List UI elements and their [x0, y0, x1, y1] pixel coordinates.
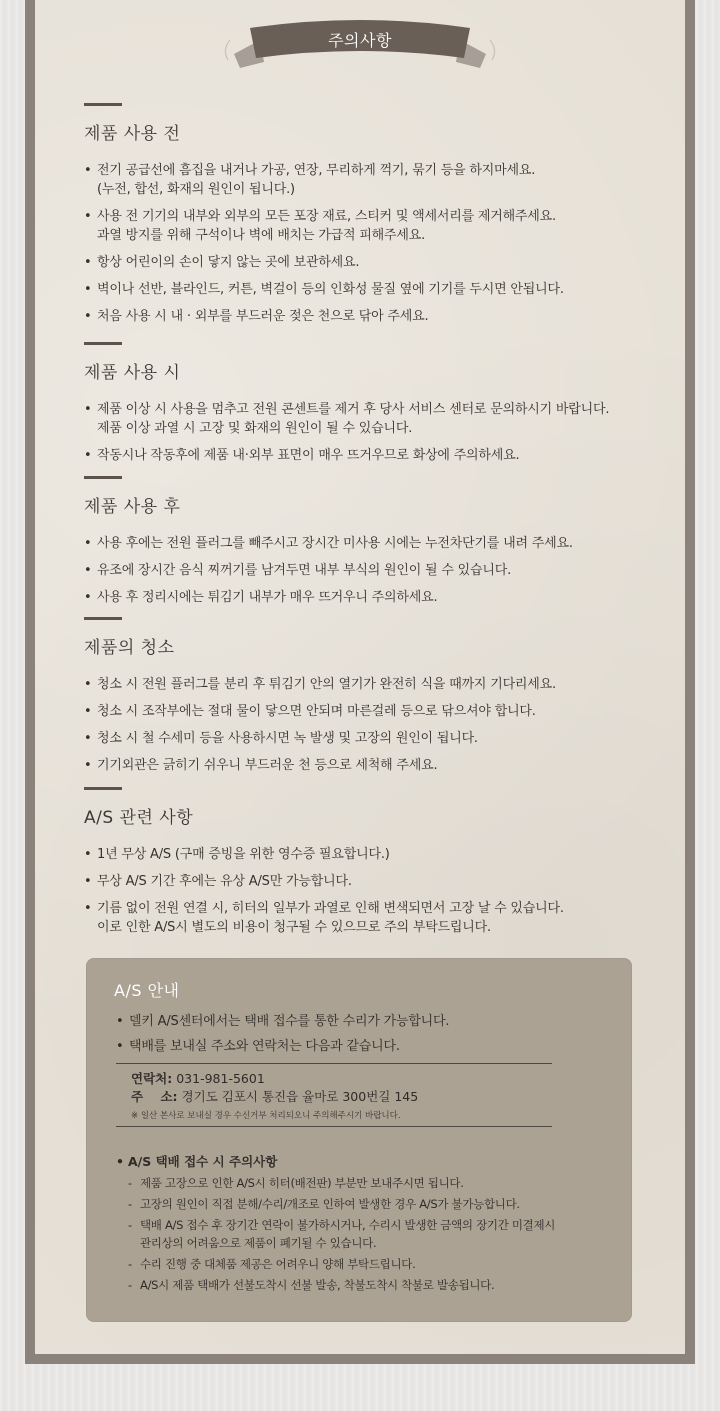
list-item: • 작동시나 작동후에 제품 내·외부 표면이 매우 뜨거우므로 화상에 주의하세요.	[84, 446, 664, 465]
section-list	[84, 161, 664, 326]
list-item: • 기기외관은 긁히기 쉬우니 부드러운 천 등으로 세척해 주세요.	[84, 756, 664, 775]
list-item: • 벽이나 선반, 블라인드, 커튼, 벽걸이 등의 인화성 물질 옆에 기기를 두시면 안됩니다.	[84, 280, 664, 299]
section-divider	[84, 103, 122, 106]
as-info-title: A/S 안내	[114, 981, 180, 1000]
list-item: - 수리 진행 중 대체품 제공은 어려우니 양해 부탁드립니다.	[128, 1255, 608, 1273]
section-title: 제품 사용 후	[84, 497, 181, 517]
list-item: • 청소 시 전원 플러그를 분리 후 튀김기 안의 열기가 완전히 식을 때까지 기다리세요.	[84, 675, 664, 694]
list-item: • 사용 후 정리시에는 튀김기 내부가 매우 뜨거우니 주의하세요.	[84, 588, 664, 607]
list-item: - 고장의 원인이 직접 분해/수리/개조로 인하여 발생한 경우 A/S가 불가능합니다.	[128, 1195, 608, 1213]
section-divider	[84, 617, 122, 620]
contact-note: ※ 일산 본사로 보내실 경우 수신거부 처리되오니 주의해주시기 바랍니다.	[131, 1111, 401, 1121]
list-item: • 택배를 보내실 주소와 연락처는 다음과 같습니다.	[116, 1037, 616, 1056]
list-item: • 청소 시 조작부에는 절대 물이 닿으면 안되며 마른걸레 등으로 닦으셔야 합니다.	[84, 702, 664, 721]
list-item: • 무상 A/S 기간 후에는 유상 A/S만 가능합니다.	[84, 872, 664, 891]
list-item: - 제품 고장으로 인한 A/S시 히터(배전판) 부분만 보내주시면 됩니다.	[128, 1174, 608, 1192]
phone-row	[131, 1070, 418, 1088]
divider-line	[116, 1126, 552, 1127]
list-item: • 청소 시 철 수세미 등을 사용하시면 녹 발생 및 고장의 원인이 됩니다.	[84, 729, 664, 748]
section-divider	[84, 476, 122, 479]
phone-label: 연락처:	[131, 1071, 173, 1086]
section-divider	[84, 787, 122, 790]
list-item: • 사용 전 기기의 내부와 외부의 모든 포장 재료, 스티커 및 액세서리를 제거해주세요. 과열 방지를 위해 구석이나 벽에 배치는 가급적 피해주세요.	[84, 207, 664, 245]
section-title: 제품 사용 시	[84, 363, 181, 383]
caution-list	[128, 1174, 608, 1297]
list-item: • 1년 무상 A/S (구매 증빙을 위한 영수증 필요합니다.)	[84, 845, 664, 864]
list-item: • 처음 사용 시 내 · 외부를 부드러운 젖은 천으로 닦아 주세요.	[84, 307, 664, 326]
list-item: • 항상 어린이의 손이 닿지 않는 곳에 보관하세요.	[84, 253, 664, 272]
section-before-use	[84, 103, 664, 334]
list-item: • 사용 후에는 전원 플러그를 빼주시고 장시간 미사용 시에는 누전차단기를 내려 주세요.	[84, 534, 664, 553]
list-item: • 델키 A/S센터에서는 택배 접수를 통한 수리가 가능합니다.	[116, 1012, 616, 1031]
phone-number: 031-981-5601	[176, 1071, 265, 1086]
list-item: - A/S시 제품 택배가 선불도착시 선불 발송, 착불도착시 착불로 발송됩니다.	[128, 1276, 608, 1294]
section-list	[84, 845, 664, 937]
list-item: • 기름 없이 전원 연결 시, 히터의 일부가 과열로 인해 변색되면서 고장 날 수 있습니다. 이로 인한 A/S시 별도의 비용이 청구될 수 있으므로 주의 부탁드립니다.	[84, 899, 664, 937]
title-ribbon	[220, 10, 500, 80]
section-cleaning	[84, 617, 664, 783]
address-label: 주 소:	[131, 1089, 178, 1104]
divider-line	[116, 1063, 552, 1064]
section-list	[84, 400, 664, 465]
section-divider	[84, 342, 122, 345]
section-title: 제품 사용 전	[84, 124, 181, 144]
ribbon-label: 주의사항	[328, 31, 392, 50]
address-value: 경기도 김포시 통진읍 율마로 300번길 145	[181, 1089, 419, 1104]
list-item: • 전기 공급선에 흠집을 내거나 가공, 연장, 무리하게 꺽기, 묶기 등을 하지마세요. (누전, 합선, 화재의 원인이 됩니다.)	[84, 161, 664, 199]
list-item: • 유조에 장시간 음식 찌꺼기를 남겨두면 내부 부식의 원인이 될 수 있습니다.	[84, 561, 664, 580]
section-as-terms	[84, 787, 664, 945]
address-row	[131, 1088, 418, 1106]
section-title: A/S 관련 사항	[84, 808, 194, 828]
section-title: 제품의 청소	[84, 638, 175, 658]
section-list	[84, 534, 664, 607]
list-item: • 제품 이상 시 사용을 멈추고 전원 콘센트를 제거 후 당사 서비스 센터로 문의하시기 바랍니다. 제품 이상 과열 시 고장 및 화재의 원인이 될 수 있습니다.	[84, 400, 664, 438]
contact-block	[131, 1070, 418, 1125]
caution-title: • A/S 택배 접수 시 주의사항	[116, 1152, 277, 1170]
list-item: - 택배 A/S 접수 후 장기간 연락이 불가하시거나, 수리시 발생한 금액의 장기간 미결제시 관리상의 어려움으로 제품이 폐기될 수 있습니다.	[128, 1216, 608, 1252]
section-list	[84, 675, 664, 775]
section-after-use	[84, 476, 664, 615]
section-during-use	[84, 342, 664, 473]
as-info-box	[86, 958, 632, 1322]
as-info-list	[116, 1012, 616, 1062]
